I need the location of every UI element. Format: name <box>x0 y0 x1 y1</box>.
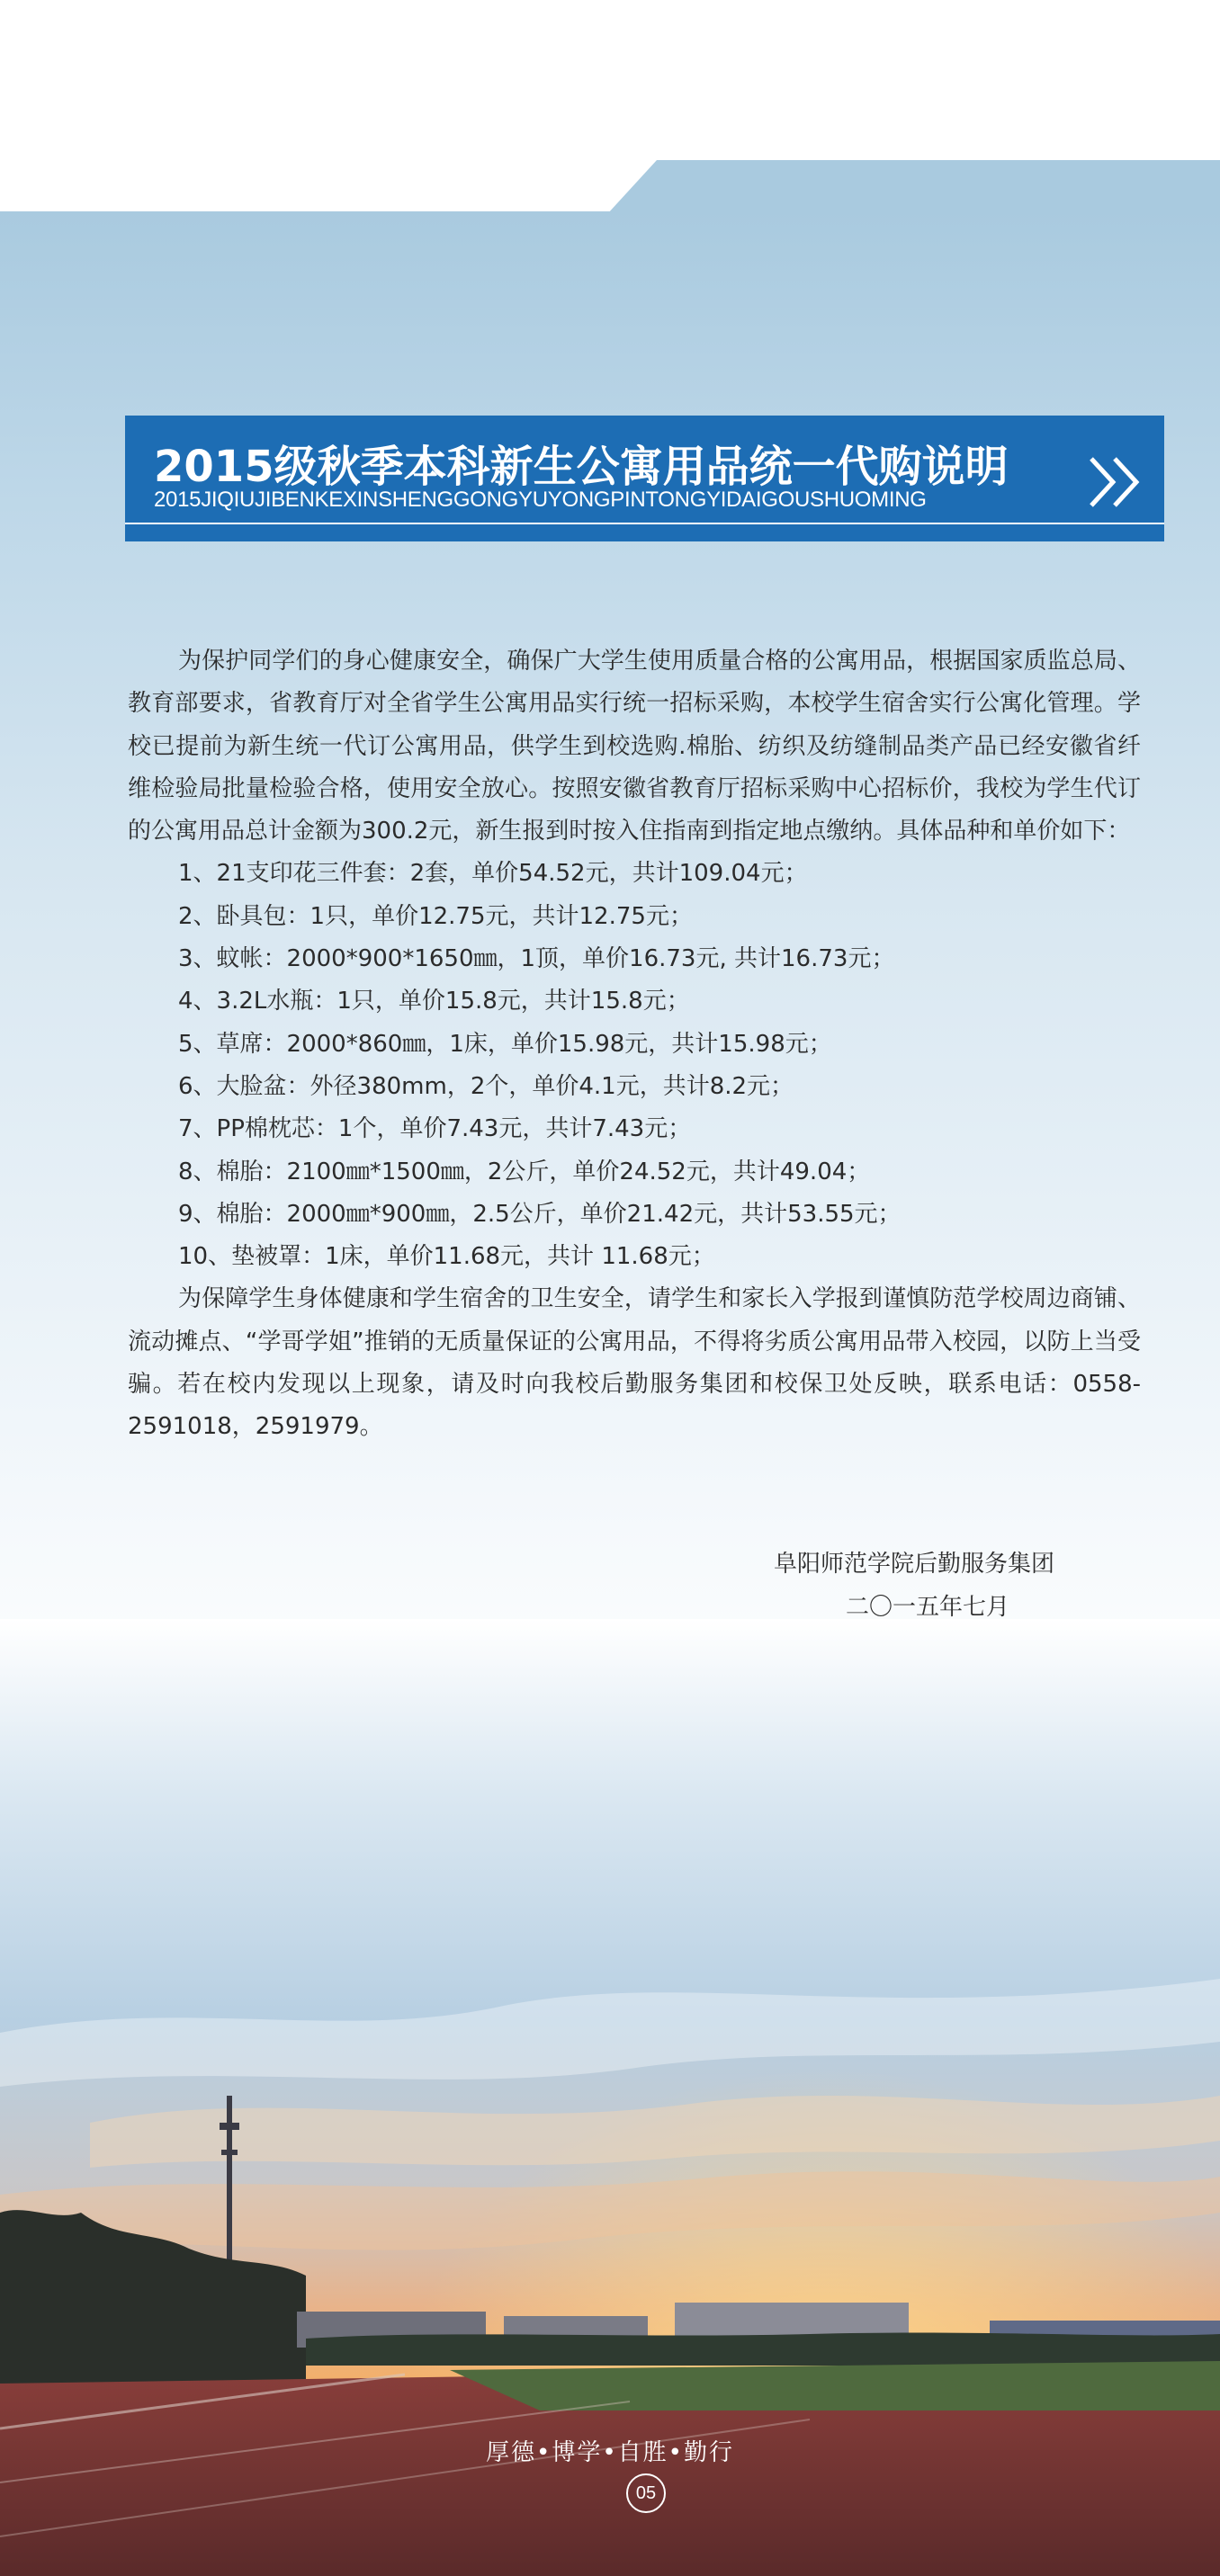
list-item: 7、PP棉枕芯：1个，单价7.43元，共计7.43元； <box>178 1115 692 1143</box>
list-item: 1、21支印花三件套：2套，单价54.52元，共计109.04元； <box>178 860 808 888</box>
warning-paragraph: 为保障学生身体健康和学生宿舍的卫生安全，请学生和家长入学报到谨慎防范学校周边商铺、流动摊点、“学哥学姐”推销的无质量保证的公寓用品，不得将劣质公寓用品带入校园，以防上当受骗。若在校内发现以上现象，请及时向我校后勤服务集团和校保卫处反映，联系电话：0558-2591018，2591979。 <box>128 1285 1141 1441</box>
list-item: 10、垫被罩：1床，单价11.68元，共计 11.68元； <box>178 1243 715 1271</box>
banner-divider <box>125 523 1164 524</box>
double-chevron-right-icon <box>1086 455 1147 509</box>
list-item: 2、卧具包：1只，单价12.75元，共计12.75元； <box>178 902 693 930</box>
signature-date: 二〇一五年七月 <box>846 1594 1010 1621</box>
title-banner <box>125 416 1164 541</box>
notice-body <box>128 640 1141 1449</box>
school-motto: 厚德•博学•自胜•勤行 <box>485 2439 734 2466</box>
signature-organization: 阜阳师范学院后勤服务集团 <box>774 1551 1055 1578</box>
list-item: 3、蚊帐：2000*900*1650㎜，1顶，单价16.73元, 共计16.73元； <box>178 945 895 973</box>
sky-tab-shape <box>607 160 1220 214</box>
list-item: 6、大脸盆：外径380mm，2个，单价4.1元，共计8.2元； <box>178 1072 794 1100</box>
list-item: 5、草席：2000*860㎜，1床，单价15.98元，共计15.98元； <box>178 1030 832 1058</box>
list-item: 8、棉胎：2100㎜*1500㎜，2公斤，单价24.52元，共计49.04； <box>178 1158 871 1185</box>
intro-paragraph: 为保护同学们的身心健康安全，确保广大学生使用质量合格的公寓用品，根据国家质监总局、教育部要求，省教育厅对全省学生公寓用品实行统一招标采购，本校学生宿舍实行公寓化管理。学校已提前为新生统一代订公寓用品，供学生到校选购.棉胎、纺织及纺缝制品类产品已经安徽省纤维检验局批量检验合格，使用安全放心。按照安徽省教育厅招标采购中心招标价，我校为学生代订的公寓用品总计金额为300.2元，新生报到时按入住指南到指定地点缴纳。具体品种和单价如下： <box>128 648 1141 845</box>
list-item: 4、3.2L水瓶：1只，单价15.8元，共计15.8元； <box>178 988 690 1015</box>
page-title: 2015级秋季本科新生公寓用品统一代购说明 <box>154 442 1009 492</box>
page-subtitle-pinyin: 2015JIQIUJIBENKEXINSHENGGONGYUYONGPINTONGYIDAIGOUSHUOMING <box>154 487 927 512</box>
list-item: 9、棉胎：2000㎜*900㎜，2.5公斤，单价21.42元，共计53.55元； <box>178 1200 902 1228</box>
page-number: 05 <box>626 2473 666 2513</box>
sunset-sports-field-photo <box>0 1619 1220 2576</box>
